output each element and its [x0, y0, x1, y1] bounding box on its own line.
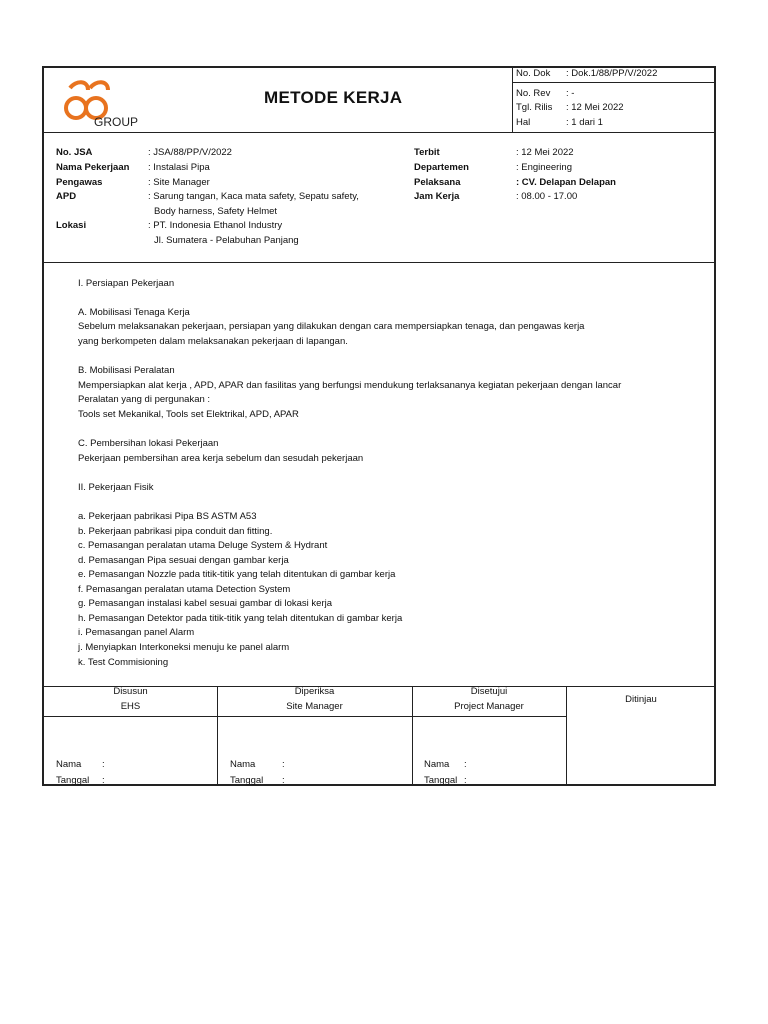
meta-label: Tgl. Rilis — [516, 102, 553, 113]
info-label: Nama Pekerjaan — [56, 162, 130, 173]
info-value: Jl. Sumatera - Pelabuhan Panjang — [154, 235, 299, 246]
list-item: h. Pemasangan Detektor pada titik-titik yang telah ditentukan di gambar kerja — [78, 613, 403, 624]
colon: : — [102, 775, 105, 786]
paragraph-line: Tools set Mekanikal, Tools set Elektrikal, APD, APAR — [78, 409, 299, 420]
list-item: i. Pemasangan panel Alarm — [78, 627, 195, 638]
meta-value: : Dok.1/88/PP/V/2022 — [566, 68, 658, 79]
nama-label: Nama — [424, 759, 450, 770]
document-title: METODE KERJA — [264, 88, 403, 107]
info-label: Pengawas — [56, 177, 103, 188]
info-label: No. JSA — [56, 147, 93, 158]
colon: : — [282, 775, 285, 786]
list-item: k. Test Commisioning — [78, 657, 169, 668]
info-value: : Sarung tangan, Kaca mata safety, Sepatu safety, — [148, 191, 359, 202]
section-title: I. Persiapan Pekerjaan — [78, 278, 175, 289]
meta-value: : 1 dari 1 — [566, 117, 603, 128]
meta-value: : 12 Mei 2022 — [566, 102, 624, 113]
info-value: : JSA/88/PP/V/2022 — [148, 147, 232, 158]
signature-role: Site Manager — [286, 701, 343, 712]
signature-title: Ditinjau — [625, 694, 657, 705]
meta-value: : - — [566, 88, 575, 99]
info-value: Body harness, Safety Helmet — [154, 206, 278, 217]
list-item: g. Pemasangan instalasi kabel sesuai gambar di lokasi kerja — [78, 598, 332, 609]
colon: : — [102, 759, 105, 770]
divider — [44, 262, 714, 263]
paragraph-line: yang berkompeten dalam melaksanakan pekerjaan di lapangan. — [78, 336, 348, 347]
info-value: : 12 Mei 2022 — [516, 147, 574, 158]
info-label: Jam Kerja — [414, 191, 460, 202]
signature-role: EHS — [120, 701, 141, 712]
divider — [44, 132, 714, 133]
divider — [512, 82, 714, 83]
tanggal-label: Tanggal — [56, 775, 90, 786]
meta-label: No. Dok — [516, 68, 551, 79]
company-logo — [58, 76, 138, 128]
divider — [512, 68, 513, 132]
info-value: : Instalasi Pipa — [148, 162, 210, 173]
nama-label: Nama — [56, 759, 82, 770]
info-value: : CV. Delapan Delapan — [516, 177, 616, 188]
signature-title: Diperiksa — [294, 686, 335, 697]
divider — [44, 716, 566, 717]
signature-title: Disusun — [113, 686, 148, 697]
subsection-title: B. Mobilisasi Peralatan — [78, 365, 175, 376]
info-label: Departemen — [414, 162, 469, 173]
paragraph-line: Mempersiapkan alat kerja , APD, APAR dan fasilitas yang berfungsi mendukung terlaksananya kegiatan pekerjaan dengan lancar — [78, 380, 622, 391]
info-value: : Site Manager — [148, 177, 210, 188]
list-item: c. Pemasangan peralatan utama Deluge System & Hydrant — [78, 540, 328, 551]
nama-label: Nama — [230, 759, 256, 770]
paragraph-line: Pekerjaan pembersihan area kerja sebelum dan sesudah pekerjaan — [78, 453, 364, 464]
meta-label: No. Rev — [516, 88, 551, 99]
info-value: : PT. Indonesia Ethanol Industry — [148, 220, 283, 231]
info-label: APD — [56, 191, 77, 202]
paragraph-line: Peralatan yang di pergunakan : — [78, 394, 211, 405]
paragraph-line: Sebelum melaksanakan pekerjaan, persiapan yang dilakukan dengan cara mempersiapkan tenaga, dan pengawas kerja — [78, 321, 585, 332]
info-label: Terbit — [414, 147, 440, 158]
list-item: b. Pekerjaan pabrikasi pipa conduit dan fitting. — [78, 526, 273, 537]
document-form — [42, 66, 716, 786]
signature-role: Project Manager — [454, 701, 524, 712]
colon: : — [464, 759, 467, 770]
info-value: : Engineering — [516, 162, 572, 173]
list-item: e. Pemasangan Nozzle pada titik-titik yang telah ditentukan di gambar kerja — [78, 569, 396, 580]
colon: : — [282, 759, 285, 770]
subsection-title: C. Pembersihan lokasi Pekerjaan — [78, 438, 219, 449]
info-label: Lokasi — [56, 220, 87, 231]
list-item: a. Pekerjaan pabrikasi Pipa BS ASTM A53 — [78, 511, 257, 522]
info-value: : 08.00 - 17.00 — [516, 191, 578, 202]
info-label: Pelaksana — [414, 177, 461, 188]
signature-title: Disetujui — [470, 686, 508, 697]
meta-label: Hal — [516, 117, 531, 128]
colon: : — [464, 775, 467, 786]
tanggal-label: Tanggal — [424, 775, 458, 786]
svg-text:GROUP: GROUP — [94, 115, 138, 128]
list-item: d. Pemasangan Pipa sesuai dengan gambar kerja — [78, 555, 289, 566]
tanggal-label: Tanggal — [230, 775, 264, 786]
section-title: II. Pekerjaan Fisik — [78, 482, 154, 493]
list-item: f. Pemasangan peralatan utama Detection System — [78, 584, 291, 595]
subsection-title: A. Mobilisasi Tenaga Kerja — [78, 307, 190, 318]
list-item: j. Menyiapkan Interkoneksi menuju ke panel alarm — [78, 642, 290, 653]
